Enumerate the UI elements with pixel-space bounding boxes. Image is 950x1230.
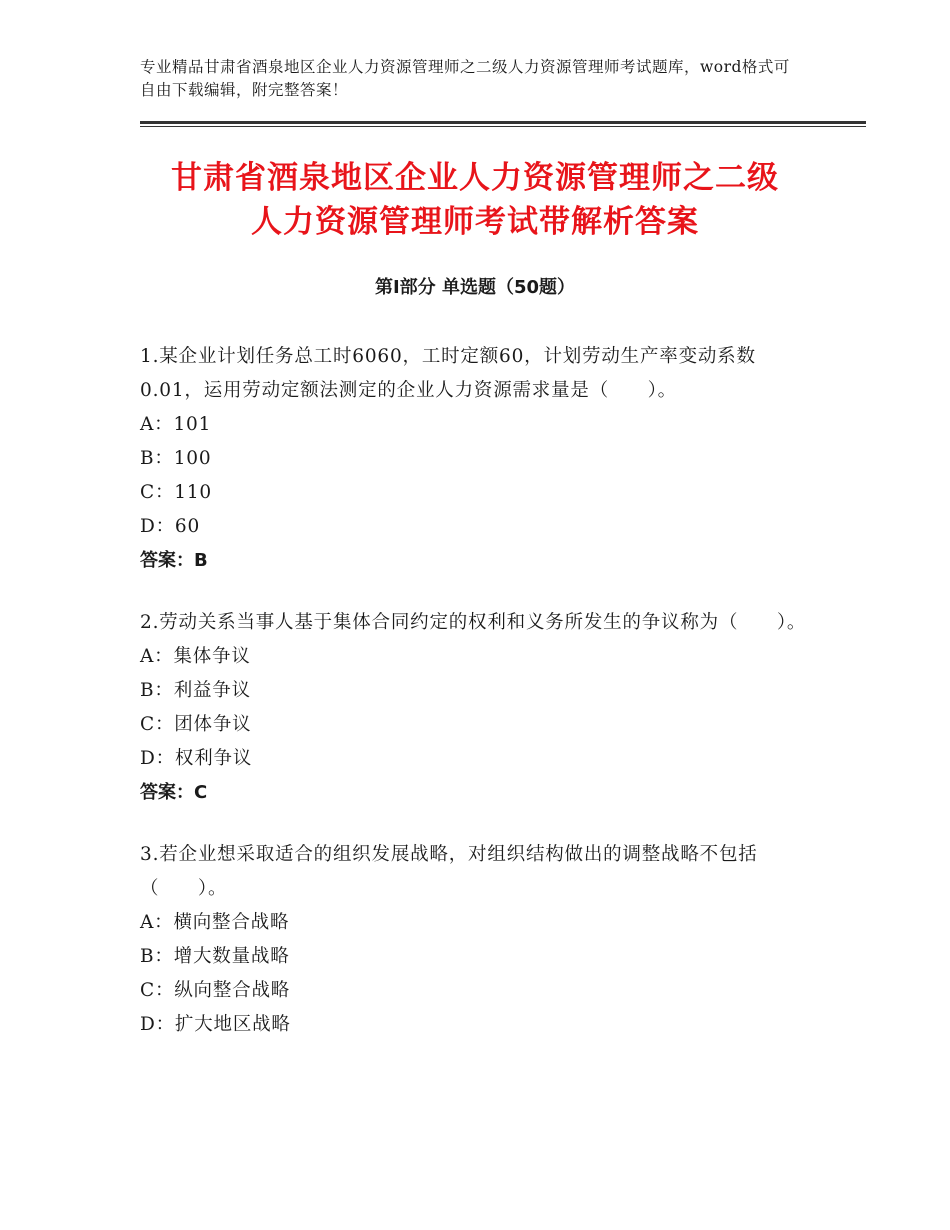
option-b: B：100 — [140, 448, 212, 469]
question-stem: 3.若企业想采取适合的组织发展战略，对组织结构做出的调整战略不包括（ ）。 — [140, 844, 758, 899]
header-divider — [140, 121, 866, 124]
option-c: C：纵向整合战略 — [140, 980, 291, 1001]
answer-label: 答案：B — [140, 550, 208, 571]
question-1 — [140, 340, 808, 578]
option-a: A：101 — [140, 414, 212, 435]
option-c: C：团体争议 — [140, 714, 252, 735]
document-title-line-2: 人力资源管理师考试带解析答案 — [251, 204, 699, 240]
question-3 — [140, 838, 808, 1042]
question-list — [140, 340, 808, 1070]
option-d: D：60 — [140, 516, 201, 537]
option-d: D：权利争议 — [140, 748, 253, 769]
answer-label: 答案：C — [140, 782, 208, 803]
option-b: B：增大数量战略 — [140, 946, 290, 967]
section-heading: 第Ⅰ部分 单选题（50题） — [374, 277, 575, 298]
option-d: D：扩大地区战略 — [140, 1014, 291, 1035]
option-a: A：集体争议 — [140, 646, 251, 667]
header-divider-thin — [140, 126, 866, 127]
document-title-line-1: 甘肃省酒泉地区企业人力资源管理师之二级 — [171, 160, 779, 196]
question-stem: 1.某企业计划任务总工时6060，工时定额60，计划劳动生产率变动系数0.01，运用劳动定额法测定的企业人力资源需求量是（ ）。 — [140, 346, 756, 401]
option-c: C：110 — [140, 482, 212, 503]
option-b: B：利益争议 — [140, 680, 251, 701]
question-2 — [140, 606, 808, 810]
header-note: 专业精品甘肃省酒泉地区企业人力资源管理师之二级人力资源管理师考试题库，word格式可自由下载编辑，附完整答案！ — [140, 58, 790, 99]
document-title — [100, 156, 850, 244]
option-a: A：横向整合战略 — [140, 912, 290, 933]
question-stem: 2.劳动关系当事人基于集体合同约定的权利和义务所发生的争议称为（ ）。 — [140, 612, 807, 633]
